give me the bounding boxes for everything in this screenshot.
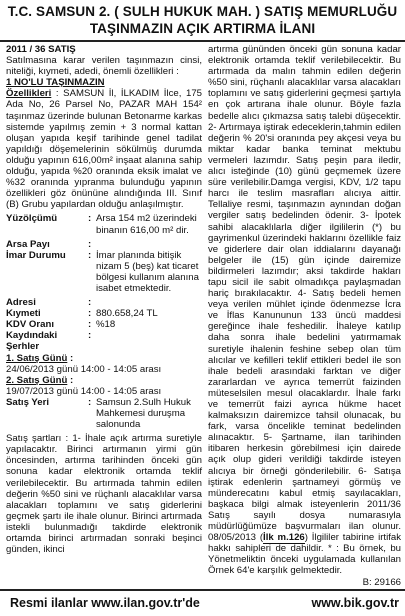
notice-title: T.C. SAMSUN 2. ( SULH HUKUK MAH. ) SATIŞ MEMURLUĞU — [7, 4, 398, 19]
footer-bar — [0, 589, 405, 616]
field-value: İmar planında bitişik nizam 5 (beş) kat ticaret bölgesi kullanım alanına isabet etmektedir. — [96, 249, 199, 294]
left-column — [6, 44, 202, 555]
footer-right-link[interactable]: www.bik.gov.tr — [311, 596, 399, 610]
field-row: Kıymeti : 880.658,24 TL — [6, 308, 202, 319]
field-label: Kıymeti — [6, 308, 41, 320]
sale-day-2-label: 2. Satış Günü — [6, 374, 68, 386]
field-row: Kaydındaki Şerhler : — [6, 330, 202, 352]
field-row: KDV Oranı : %18 — [6, 319, 202, 330]
field-row: İmar Durumu : İmar planında bitişik nizam 5 (beş) kat ticaret bölgesi kullanım alanına isabet etmektedir. — [6, 250, 202, 294]
field-value: 880.658,24 TL — [96, 308, 158, 320]
field-row: Yüzölçümü : Arsa 154 m2 üzerindeki binanın 616,00 m² dir. — [6, 213, 202, 235]
parcel-heading: 1 NO'LU TAŞINMAZIN — [6, 77, 105, 89]
ilgililer-text: İlgililer tabirine irtifak hakkı sahipleri de dahildir. * : Bu örnek, bu Yönetmeliktin önceki uygulamada kullanılan Örnek 64'e karşılık gelmektedir. — [208, 532, 401, 577]
sale-conditions-right: artırma gününden önceki gün sonuna kadar elektronik ortamda teklif verilebilecektir. Bu artırmada da malın tahmin edilen değerin %50 sini, rüçhanlı alacaklılar varsa alacakları toplamını ve satış giderlerini geçmesi şartıyla en çok artırana ihale olunur. Böyle fazla bedelle alıcı çıkmazsa satış talebi düşecektir. 2- Artırmaya iştirak edeceklerin,tahmin edilen değerin % 20'si oranında pey akçesi veya bu miktar kadar banka teminat mektubu vermeleri lazımdır. Satış peşin para iledir, alıcı isteğinde (10) günü geçmemek üzere süre verilebilir.Damga vergisi, KDV, 1/2 tapu harcı ile teslim masrafları alıcıya aittir. Tellaliye resmi, taşınmazın aynından doğan vergiler satış bedelinden ödenir. 3- İpotek sahibi alacaklılarla diğer ilgililerin (*) bu gayrimenkul üzerindeki haklarını özellikle faiz ve giderlere dair olan iddialarını dayanağı belgeler ile (15) gün içinde dairemize bildirmeleri lazımdır; aksi takdirde hakları tapu sicil ile sabit olmadıkça paylaşmadan hariç bırakılacaktır. 4- Satış bedeli hemen veya verilen mühlet içinde ödenmezse İcra ve İflas Kanununun 133 üncü maddesi gereğince ihale feshedilir. İhaleye katılıp daha sonra ihale bedelini yatırmamak suretiyle ihalenin feshine sebep olan tüm alıcılar ve kefilleri teklif ettikleri bedel ile son ihale bedeli arasındaki farktan ve diğer zararlardan ve ayrıca temerrüt faizinden müteselsilen mesul olacaklardır. İhale farkı ve temerrüt faizi ayrıca hükme hacet kalmaksızın dairemizce tahsil olunacak, bu fark, varsa öncelikle teminat bedelinden alınacaktır. 5- Şartname, ilan tarihinden itibaren herkesin görebilmesi için dairede açık olup gideri verildiği takdirde isteyen alıcıya bir örneği gönderilebilir. 6- Satışa iştirak edenlerin şartnameyi görmüş ve münderecatını kabul etmiş sayılacakları, başkaca bilgi almak isteyenlerin 2011/36 Satış sayılı dosya numarasıyla müdürlüğümüze başvurmaları ilan olunur. 08/05/2013 (İlk m.126) İlgililer tabirine irtifak hakkı sahipleri de dahildir. * : Bu örnek, bu Yönetmeliktin önceki uygulamada kullanılan Örnek 64'e karşılık gelmektedir. — [208, 44, 401, 577]
sale-conditions-left: Satış şartları : 1- İhale açık artırma suretiyle yapılacaktır. Birinci artırmanın yirmi gün öncesinden, artırma tarihinden önceki gün sonuna kadar elektronik ortamda teklif verilebilecektir. Bu artırmada tahmin edilen değerin %50 sini ve rüçhanlı alacaklılar varsa alacakları toplamını ve satış giderlerini geçmek şartı ile ihale olunur. Birinci artırmada istekli bulunmadığı takdirde elektronik ortamda birinci artırmadan sonraki beşinci günden, ikinci — [6, 433, 202, 556]
features-label: Özellikleri — [6, 88, 52, 100]
sale-place-value: Samsun 2.Sulh Hukuk Mahkemesi duruşma salonunda — [96, 396, 191, 431]
field-label: Adresi — [6, 297, 36, 309]
field-value: Arsa 154 m2 üzerindeki binanın 616,00 m² dir. — [96, 213, 197, 236]
features-text: : SAMSUN İl, İLKADIM İlce, 175 Ada No, 26 Parsel No, PAZAR MAH 154² taşınmaz üzerinde bulunan Betonarme karkas sistemde yapılmış zemin + 3 normal kattan oluşan yapıda keşif tarihinde genel tadilat yapıldığı döşemelerinin sökülmüş durumda olduğu yapının 616,00m² inşaat alanına sahip olduğu, yapıda %20 oranında eksik imalat ve %32 oranında yıpranma bulunduğu yapının özellikleri göz önününe alındığında III. Sınıf (B) Grubu yapılardan olduğu anlaşılmıştır. — [6, 88, 202, 211]
field-label: Arsa Payı — [6, 238, 50, 250]
field-row: Adresi : — [6, 297, 202, 308]
ilk-code: İlk m.126 — [263, 532, 305, 544]
sale-day-1-value: 24/06/2013 günü 14:00 - 14:05 arası — [6, 363, 162, 375]
field-value — [96, 330, 202, 352]
field-label: İmar Durumu — [6, 249, 66, 261]
sale-day-2: 2. Satış Günü : — [6, 374, 74, 386]
sale-place-label: Satış Yeri — [6, 396, 50, 408]
field-row: Arsa Payı : — [6, 239, 202, 250]
notice-header — [0, 0, 405, 42]
field-value — [96, 239, 202, 250]
field-label: KDV Oranı — [6, 319, 54, 331]
sale-day-1-label: 1. Satış Günü — [6, 352, 68, 364]
notice-subtitle: TAŞINMAZIN AÇIK ARTIRMA İLANI — [89, 21, 316, 36]
sale-day-1: 1. Satış Günü : — [6, 352, 74, 364]
sale-place-row: Satış Yeri : Samsun 2.Sulh Hukuk Mahkemesi duruşma salonunda — [6, 397, 202, 430]
field-label: Kaydındaki Şerhler — [6, 330, 58, 353]
field-label: Yüzölçümü — [6, 213, 58, 225]
field-value: %18 — [96, 319, 116, 331]
footer-left-link[interactable]: Resmi ilanlar www.ilan.gov.tr'de — [10, 596, 200, 610]
field-value — [96, 297, 202, 308]
case-number: 2011 / 36 SATIŞ — [6, 44, 76, 55]
reference-number: B: 29166 — [362, 576, 401, 588]
intro-text: Satılmasına karar verilen taşınmazın cinsi, niteliği, kıymeti, adedi, önemli özellikleri : — [6, 55, 202, 78]
conditions-text: artırma gününden önceki gün sonuna kadar elektronik ortamda teklif verilebilecektir. Bu artırmada da malın tahmin edilen değerin %50 sini, rüçhanlı alacaklılar varsa alacakları toplamını ve satış giderlerini geçmesi şartıyla en çok artırana ihale olunur. Böyle fazla bedelle alıcı çıkmazsa satış talebi düşecektir. 2- Artırmaya iştirak edeceklerin,tahmin edilen değerin % 20'si oranında pey akçesi veya bu miktar kadar banka teminat mektubu vermeleri lazımdır. Satış peşin para iledir, alıcı isteğinde (10) günü geçmemek üzere süre verilebilir.Damga vergisi, KDV, 1/2 tapu harcı ile teslim masrafları alıcıya aittir. Tellaliye resmi, taşınmazın aynından doğan vergiler satış bedelinden ödenir. 3- İpotek sahibi alacaklılarla diğer ilgililerin (*) bu gayrimenkul üzerindeki haklarını özellikle faiz ve giderlere dair olan iddialarını dayanağı belgeler ile (15) gün içinde dairemize bildirmeleri lazımdır; aksi takdirde hakları tapu sicil ile sabit olmadıkça paylaşmadan hariç bırakılacaktır. 4- Satış bedeli hemen veya verilen mühlet içinde ödenmezse İcra ve İflas Kanununun 133 üncü maddesi gereğince ihale feshedilir. İhaleye katılıp daha sonra ihale bedelini yatırmamak suretiyle ihalenin feshine sebep olan tüm alıcılar ve kefilleri teklif ettikleri bedel ile son ihale bedeli arasındaki farktan ve diğer zararlardan ve ayrıca temerrüt faizinden müteselsilen mesul olacaklardır. İhale farkı ve temerrüt faizi ayrıca hükme hacet kalmaksızın dairemizce tahsil olunacak, bu fark, varsa öncelikle teminat bedelinden alınacaktır. 5- Şartname, ilan tarihinden itibaren herkesin görebilmesi için dairede açık olup gideri verildiği takdirde isteyen alıcıya bir örneği gönderilebilir. 6- Satışa iştirak edenlerin şartnameyi görmüş ve münderecatını kabul etmiş sayılacakları, başkaca bilgi almak isteyenlerin 2011/36 Satış sayılı dosya numarasıyla müdürlüğümüze başvurmaları ilan olunur. 08/05/2013 — [208, 44, 401, 544]
sale-day-2-value: 19/07/2013 günü 14:00 - 14:05 arası — [6, 385, 162, 397]
right-column — [208, 44, 401, 588]
features-paragraph — [6, 88, 202, 210]
